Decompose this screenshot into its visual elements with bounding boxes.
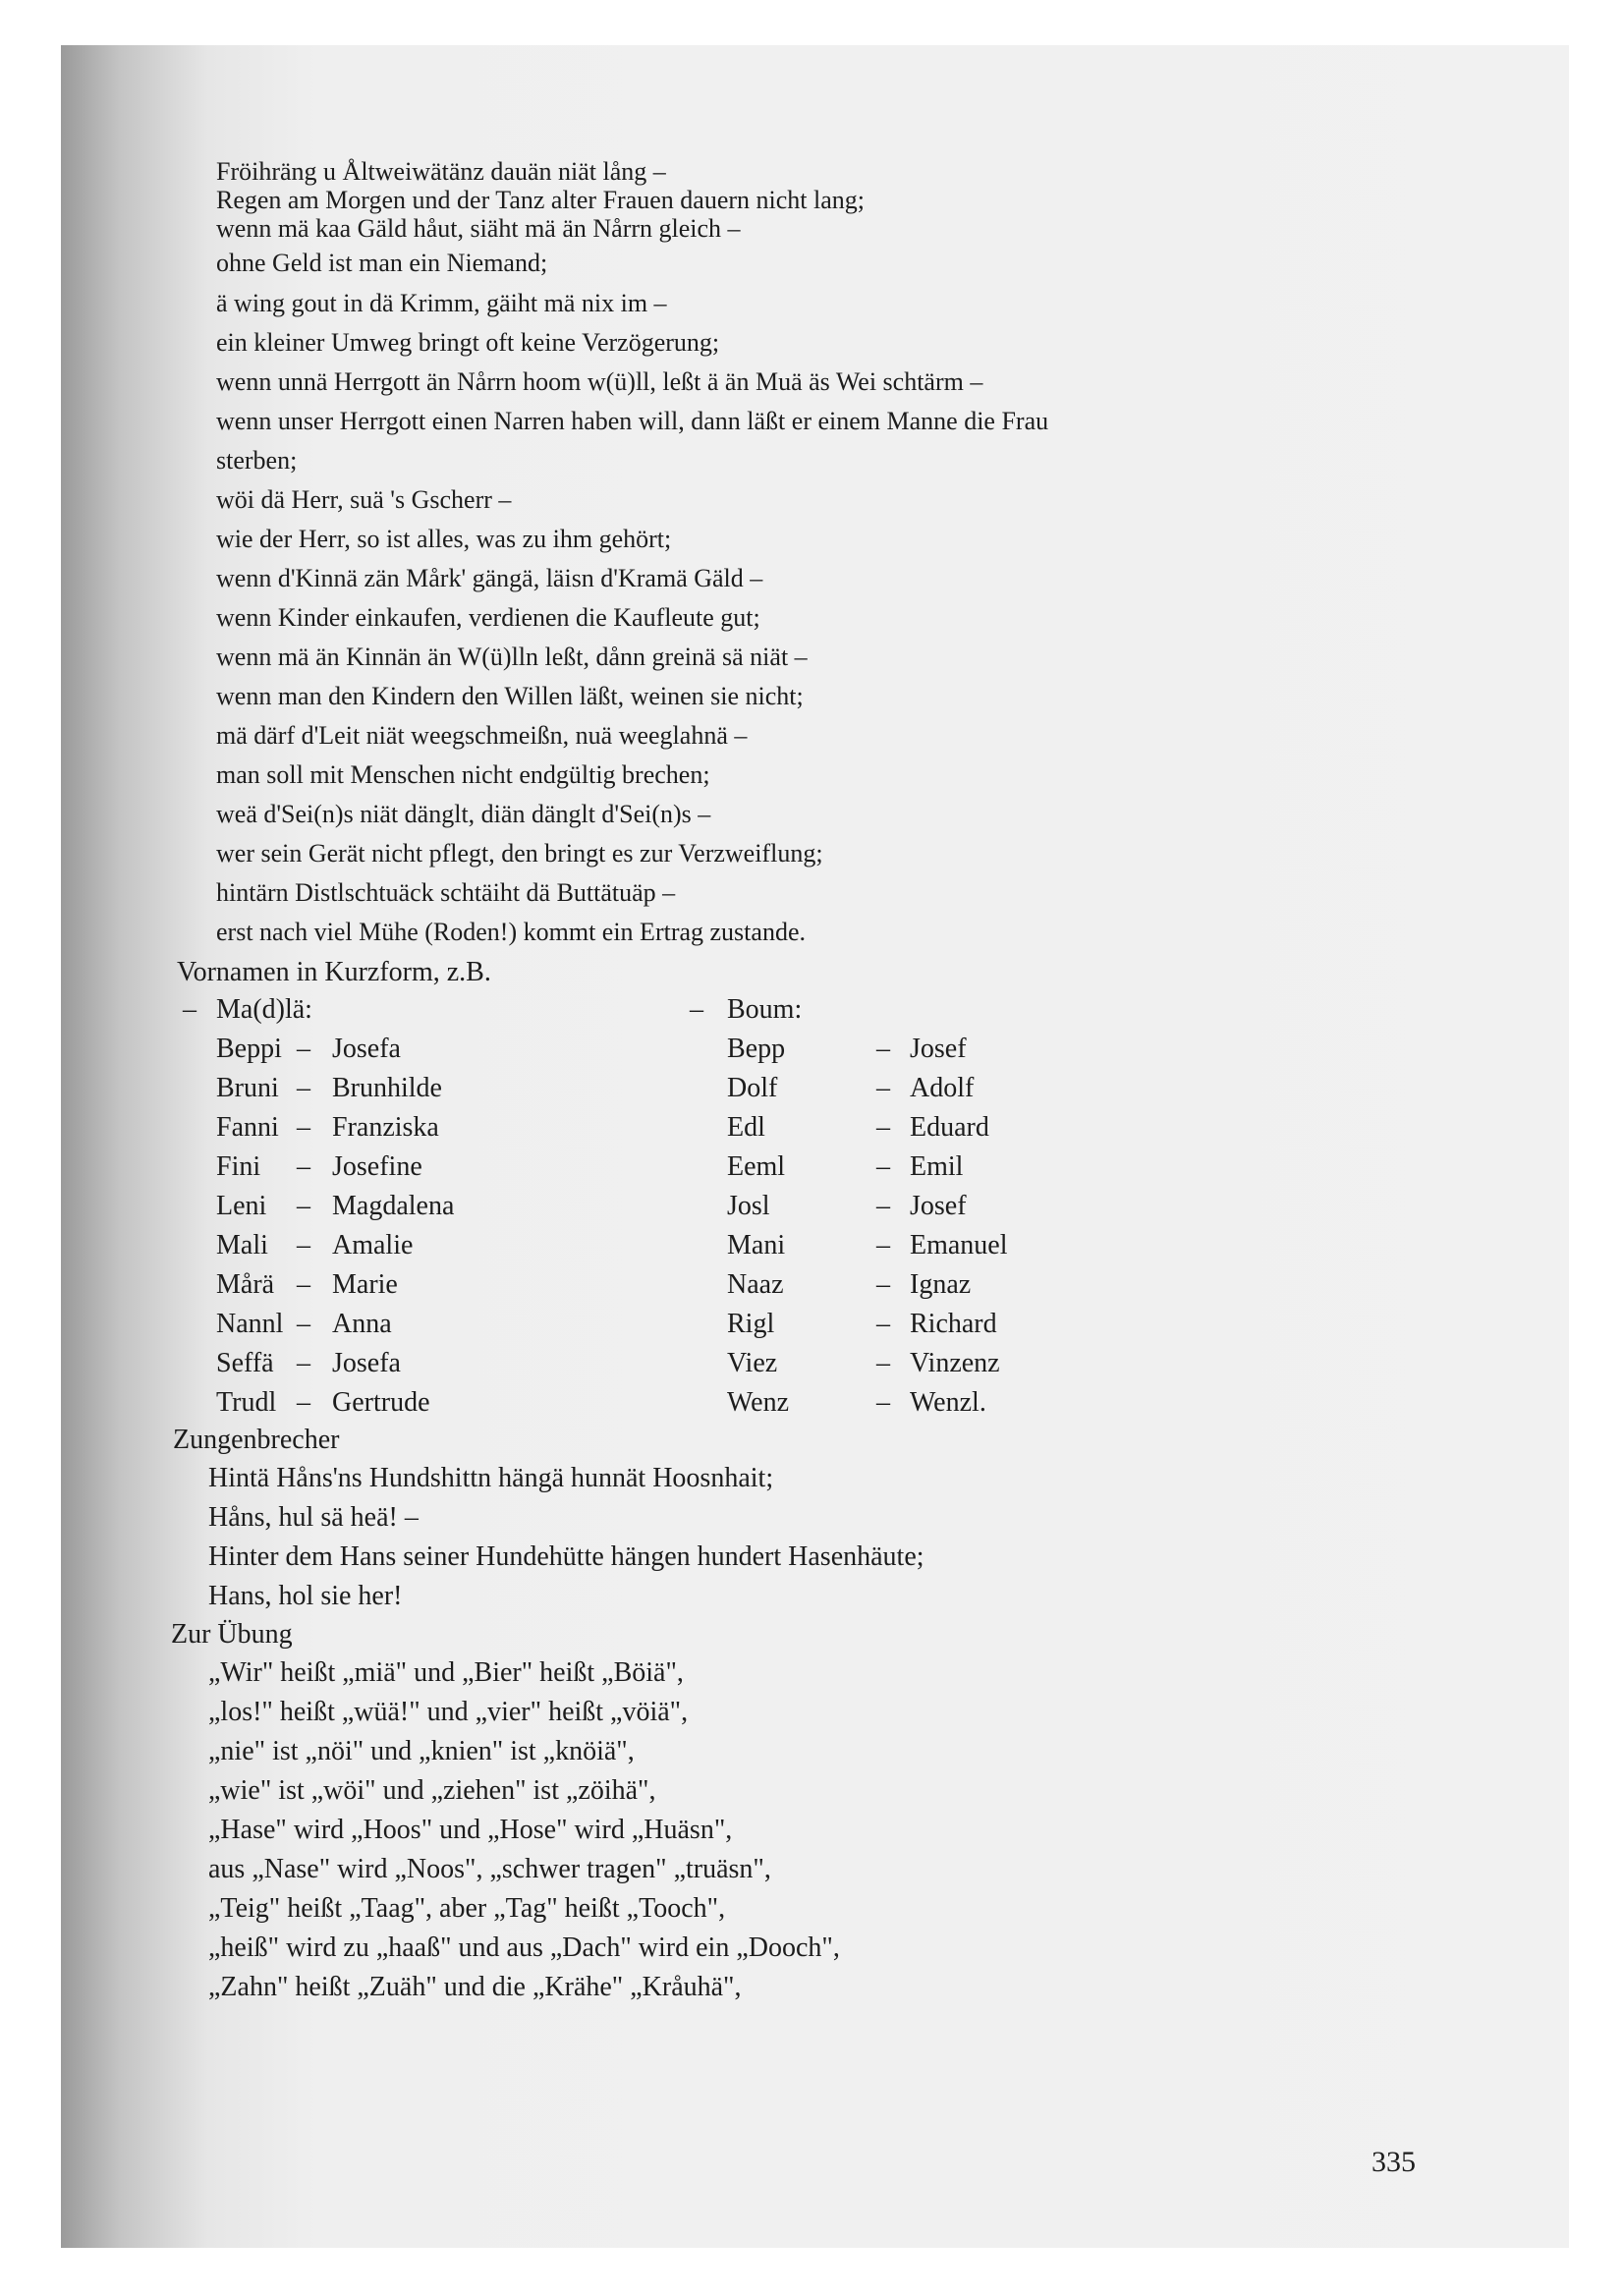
proverb-line: wöi dä Herr, suä 's Gscherr – (216, 485, 512, 514)
boy-full-name: Adolf (910, 1073, 975, 1103)
girl-full-name: Josefa (332, 1034, 401, 1064)
girl-full-name: Brunhilde (332, 1073, 442, 1103)
uebung-line: „los!" heißt „wüä!" und „vier" heißt „vöiä", (208, 1697, 689, 1727)
boy-short-name: Bepp (727, 1034, 786, 1064)
dash: – (876, 1387, 890, 1418)
vornamen-heading: Vornamen in Kurzform, z.B. (177, 957, 491, 987)
girl-short-name: Bruni (216, 1073, 279, 1103)
boy-full-name: Vinzenz (910, 1348, 1000, 1378)
girl-full-name: Josefa (332, 1348, 401, 1378)
proverb-line: wenn mä kaa Gäld håut, siäht mä än Nårrn gleich – (216, 214, 741, 243)
boy-full-name: Josef (910, 1191, 967, 1221)
uebung-line: „wie" ist „wöi" und „ziehen" ist „zöihä", (208, 1775, 656, 1806)
boy-full-name: Wenzl. (910, 1387, 986, 1418)
boy-full-name: Ignaz (910, 1269, 972, 1300)
zungenbrecher-line: Hinter dem Hans seiner Hundehütte hängen hundert Hasenhäute; (208, 1541, 924, 1572)
proverb-line: ä wing gout in dä Krimm, gäiht mä nix im – (216, 289, 667, 317)
dash: – (876, 1112, 890, 1143)
dash: – (297, 1191, 310, 1221)
boys-dash: – (690, 994, 703, 1025)
girl-full-name: Anna (332, 1309, 392, 1339)
boy-short-name: Wenz (727, 1387, 790, 1418)
girl-full-name: Marie (332, 1269, 398, 1300)
uebung-line: „nie" ist „nöi" und „knien" ist „knöiä", (208, 1736, 635, 1766)
uebung-line: „Wir" heißt „miä" und „Bier" heißt „Böiä", (208, 1657, 684, 1688)
dash: – (297, 1151, 310, 1182)
girls-dash: – (183, 994, 196, 1025)
boy-short-name: Dolf (727, 1073, 778, 1103)
proverb-line: weä d'Sei(n)s niät dänglt, diän dänglt d'Sei(n)s – (216, 800, 711, 828)
dash: – (876, 1269, 890, 1300)
dash: – (876, 1073, 890, 1103)
proverb-line: Fröihräng u Åltweiwätänz dauän niät lång – (216, 157, 666, 186)
boy-short-name: Eeml (727, 1151, 786, 1182)
uebung-line: „Teig" heißt „Taag", aber „Tag" heißt „Tooch", (208, 1893, 726, 1924)
dash: – (297, 1309, 310, 1339)
proverb-line: wenn unnä Herrgott än Nårrn hoom w(ü)ll, leßt ä än Muä äs Wei schtärm – (216, 367, 983, 396)
proverb-line: ohne Geld ist man ein Niemand; (216, 249, 548, 277)
proverb-line: erst nach viel Mühe (Roden!) kommt ein Ertrag zustande. (216, 918, 806, 946)
dash: – (297, 1348, 310, 1378)
girl-short-name: Beppi (216, 1034, 282, 1064)
book-page (61, 45, 1569, 2248)
boy-short-name: Rigl (727, 1309, 775, 1339)
uebung-line: aus „Nase" wird „Noos", „schwer tragen" „truäsn", (208, 1854, 771, 1884)
boy-full-name: Josef (910, 1034, 967, 1064)
proverb-line: wenn unser Herrgott einen Narren haben will, dann läßt er einem Manne die Frau (216, 407, 1049, 435)
proverb-line: Regen am Morgen und der Tanz alter Frauen dauern nicht lang; (216, 186, 866, 214)
boy-short-name: Edl (727, 1112, 765, 1143)
boy-full-name: Eduard (910, 1112, 989, 1143)
zungenbrecher-heading: Zungenbrecher (173, 1425, 340, 1455)
girl-short-name: Trudl (216, 1387, 277, 1418)
girls-heading: Ma(d)lä: (216, 994, 312, 1025)
boy-short-name: Naaz (727, 1269, 784, 1300)
girl-full-name: Josefine (332, 1151, 422, 1182)
dash: – (297, 1112, 310, 1143)
girl-short-name: Nannl (216, 1309, 284, 1339)
dash: – (297, 1387, 310, 1418)
dash: – (297, 1230, 310, 1260)
proverb-line: wenn Kinder einkaufen, verdienen die Kaufleute gut; (216, 603, 760, 632)
boy-full-name: Emil (910, 1151, 964, 1182)
dash: – (876, 1034, 890, 1064)
proverb-line: wie der Herr, so ist alles, was zu ihm gehört; (216, 525, 672, 553)
dash: – (876, 1151, 890, 1182)
dash: – (876, 1191, 890, 1221)
page-number: 335 (1372, 2146, 1416, 2178)
dash: – (876, 1348, 890, 1378)
proverb-line: wenn mä än Kinnän än W(ü)lln leßt, dånn greinä sä niät – (216, 643, 808, 671)
zungenbrecher-line: Hintä Håns'ns Hundshittn hängä hunnät Hoosnhait; (208, 1463, 774, 1493)
proverb-line: wenn d'Kinnä zän Mårk' gängä, läisn d'Kramä Gäld – (216, 564, 763, 592)
girl-short-name: Seffä (216, 1348, 274, 1378)
proverb-line: wenn man den Kindern den Willen läßt, weinen sie nicht; (216, 682, 804, 710)
boy-short-name: Mani (727, 1230, 786, 1260)
proverb-line: wer sein Gerät nicht pflegt, den bringt es zur Verzweiflung; (216, 839, 823, 868)
uebung-heading: Zur Übung (171, 1619, 293, 1650)
dash: – (297, 1034, 310, 1064)
proverb-line: sterben; (216, 446, 298, 475)
proverb-line: ein kleiner Umweg bringt oft keine Verzögerung; (216, 328, 720, 357)
girl-full-name: Amalie (332, 1230, 414, 1260)
girl-full-name: Franziska (332, 1112, 439, 1143)
zungenbrecher-line: Hans, hol sie her! (208, 1581, 403, 1611)
girl-full-name: Magdalena (332, 1191, 455, 1221)
girl-short-name: Fini (216, 1151, 261, 1182)
boy-short-name: Viez (727, 1348, 778, 1378)
girl-short-name: Mali (216, 1230, 268, 1260)
boy-full-name: Richard (910, 1309, 997, 1339)
proverb-line: man soll mit Menschen nicht endgültig brechen; (216, 760, 710, 789)
boys-heading: Boum: (727, 994, 803, 1025)
boy-short-name: Josl (727, 1191, 770, 1221)
uebung-line: „Hase" wird „Hoos" und „Hose" wird „Huäsn", (208, 1815, 733, 1845)
girl-full-name: Gertrude (332, 1387, 430, 1418)
dash: – (876, 1309, 890, 1339)
proverb-line: hintärn Distlschtuäck schtäiht dä Buttätuäp – (216, 878, 676, 907)
dash: – (876, 1230, 890, 1260)
zungenbrecher-line: Håns, hul sä heä! – (208, 1502, 419, 1533)
girl-short-name: Mårä (216, 1269, 275, 1300)
uebung-line: „heiß" wird zu „haaß" und aus „Dach" wird ein „Dooch", (208, 1932, 840, 1963)
dash: – (297, 1073, 310, 1103)
uebung-line: „Zahn" heißt „Zuäh" und die „Krähe" „Kråuhä", (208, 1972, 742, 2002)
girl-short-name: Leni (216, 1191, 267, 1221)
dash: – (297, 1269, 310, 1300)
girl-short-name: Fanni (216, 1112, 279, 1143)
boy-full-name: Emanuel (910, 1230, 1008, 1260)
proverb-line: mä därf d'Leit niät weegschmeißn, nuä weeglahnä – (216, 721, 748, 750)
